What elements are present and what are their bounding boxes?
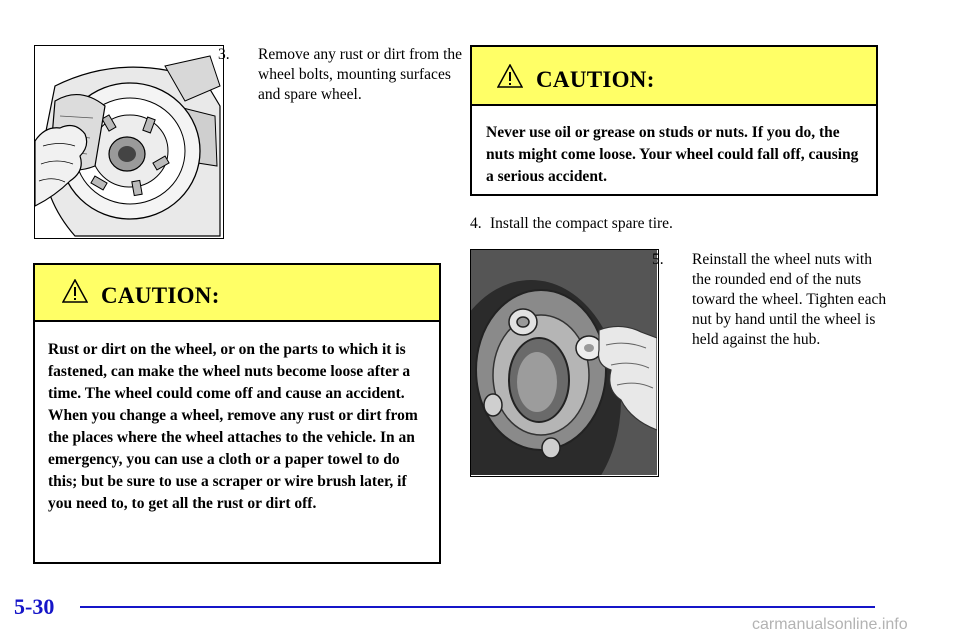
page-number: 5-30: [14, 594, 55, 619]
caution-title: CAUTION:: [101, 283, 220, 308]
caution-title: CAUTION:: [536, 67, 655, 92]
caution-body-rust: Rust or dirt on the wheel, or on the parts to which it is fastened, can make the wheel nuts become loose after a time. The wheel could come off and cause an accident. When you change a wheel, remove any rust or dirt from the places where the wheel attaches to the vehicle. In an emergency, you can use a cloth or a paper towel to do this; but be sure to use a scraper or wire brush later, if you need to, to get all the rust or dirt off.: [48, 341, 418, 512]
watermark-text: carmanualsonline.info: [752, 616, 908, 633]
step-3: [218, 45, 468, 105]
caution-header: [35, 265, 439, 322]
step-5: [652, 250, 892, 350]
caution-body-oil: Never use oil or grease on studs or nuts. If you do, the nuts might come loose. Your wheel could fall off, causing a serious accident.: [486, 124, 859, 185]
lug-nut-figure: [470, 249, 659, 477]
hub-cleaning-figure: [34, 45, 224, 239]
hand-cleaning-hub-image: [35, 46, 222, 237]
caution-header: [472, 47, 876, 106]
step-5-number: 5.: [652, 251, 664, 268]
warning-triangle-icon: [497, 64, 523, 88]
footer-rule: [80, 606, 875, 608]
step-3-number: 3.: [218, 46, 230, 63]
step-5-text: Reinstall the wheel nuts with the rounded end of the nuts toward the wheel. Tighten each nut by hand until the wheel is held against the hub.: [692, 251, 887, 348]
hand-installing-lug-nut-image: [471, 250, 657, 475]
step-4-text: Install the compact spare tire.: [490, 215, 673, 232]
step-4: [470, 214, 890, 234]
caution-box-oil: [470, 45, 878, 196]
step-4-number: 4.: [470, 215, 482, 232]
step-3-text: Remove any rust or dirt from the wheel bolts, mounting surfaces and spare wheel.: [258, 46, 463, 103]
warning-triangle-icon: [62, 279, 88, 303]
caution-box-rust: [33, 263, 441, 564]
